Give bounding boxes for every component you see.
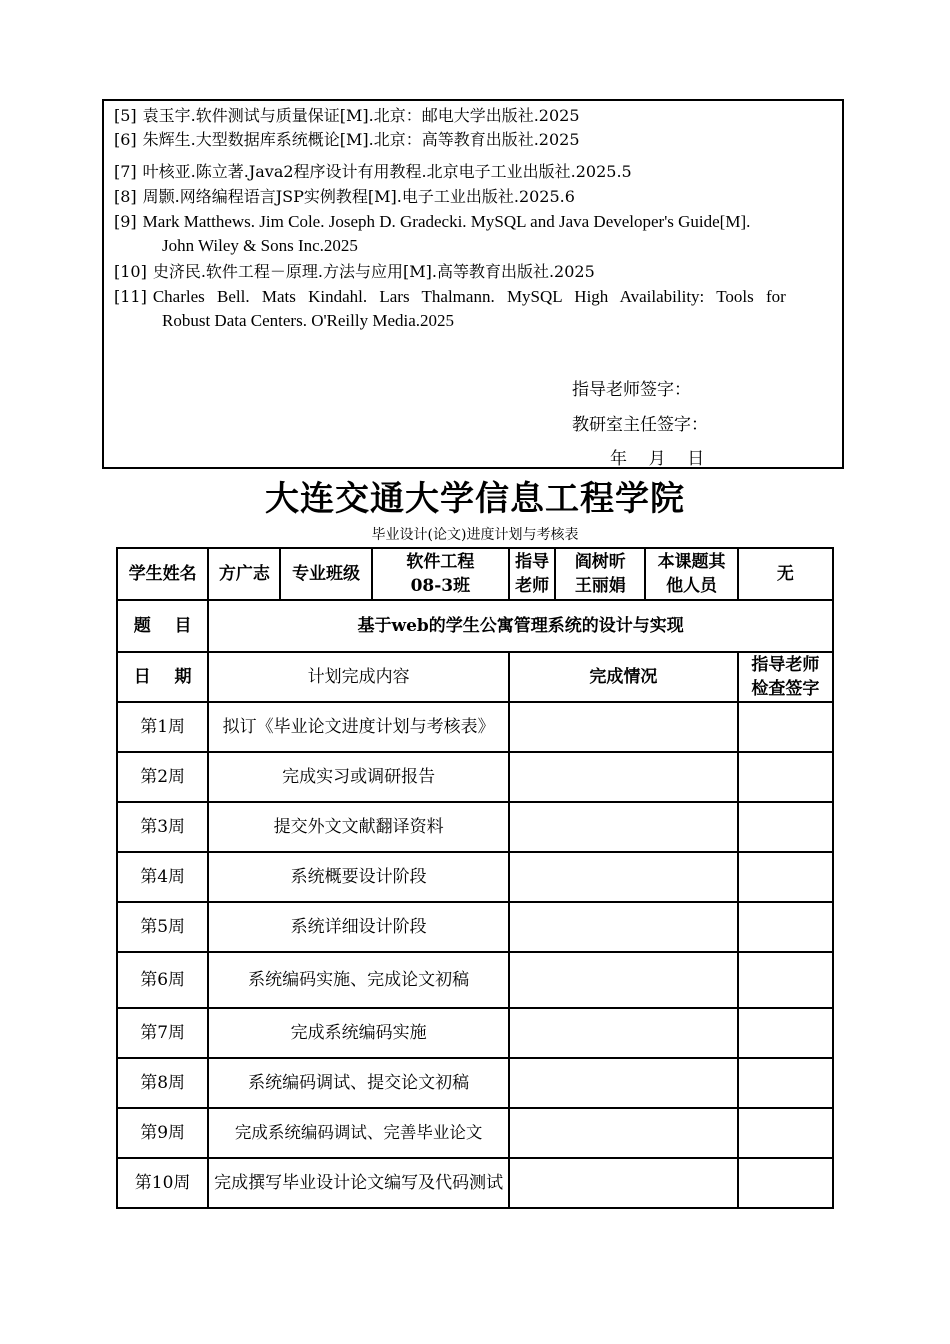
reference-text: 叶核亚.陈立著.Java2程序设计有用教程.北京电子工业出版社.2025.5 (142, 162, 632, 181)
week-signature (738, 952, 833, 1008)
major-value-line1: 软件工程 (406, 552, 475, 572)
reference-item (114, 104, 580, 128)
student-name-value: 方广志 (208, 548, 280, 600)
progress-plan-table (116, 547, 834, 1209)
week-plan: 系统详细设计阶段 (208, 902, 509, 952)
week-signature (738, 1108, 833, 1158)
week-signature (738, 1058, 833, 1108)
institution-title: 大连交通大学信息工程学院 (265, 479, 685, 519)
week-signature (738, 752, 833, 802)
week-plan: 拟订《毕业论文进度计划与考核表》 (208, 702, 509, 752)
director-signature-label: 教研室主任签字： (572, 415, 708, 435)
reference-number: [10] (114, 262, 147, 281)
reference-text-continued: Robust Data Centers. O'Reilly Media.2025 (162, 311, 455, 330)
week-status (509, 952, 738, 1008)
week-signature (738, 1008, 833, 1058)
topic-label: 题 目 (117, 600, 208, 652)
week-label: 第7周 (117, 1008, 208, 1058)
reference-text: 周颢.网络编程语言JSP实例教程[M].电子工业出版社.2025.6 (142, 187, 575, 206)
week-label: 第5周 (117, 902, 208, 952)
student-info-row (117, 548, 833, 600)
reference-number: [8] (114, 187, 137, 206)
reference-item (114, 285, 836, 333)
signature-date-label: 年 月 日 (610, 449, 705, 469)
week-status (509, 852, 738, 902)
week-status (509, 1058, 738, 1108)
column-header-row (117, 652, 833, 702)
reference-text: Charles Bell. Mats Kindahl. Lars Thalmann. MySQL High Availability: Tools for (152, 287, 786, 306)
week-row (117, 752, 833, 802)
week-row (117, 902, 833, 952)
reference-text: 朱辉生.大型数据库系统概论[M].北京：高等教育出版社.2025 (142, 130, 580, 149)
week-label: 第8周 (117, 1058, 208, 1108)
advisor-label-line1: 指导 (515, 552, 550, 572)
date-column-header: 日 期 (117, 652, 208, 702)
reference-number: [7] (114, 162, 137, 181)
week-label: 第6周 (117, 952, 208, 1008)
status-column-header: 完成情况 (509, 652, 738, 702)
major-value-line2: 08-3班 (410, 576, 471, 596)
advisor-name-1: 阎树昕 (574, 552, 626, 572)
plan-column-header: 计划完成内容 (208, 652, 509, 702)
major-class-label: 专业班级 (280, 548, 371, 600)
other-members-label-line2: 他人员 (666, 576, 718, 596)
week-plan: 系统编码调试、提交论文初稿 (208, 1058, 509, 1108)
week-row (117, 802, 833, 852)
week-row (117, 952, 833, 1008)
week-signature (738, 702, 833, 752)
week-status (509, 1008, 738, 1058)
reference-item (114, 210, 836, 258)
advisor-label-line2: 老师 (515, 576, 550, 596)
reference-number: [11] (114, 287, 147, 306)
advisor-signature-label: 指导老师签字： (572, 380, 691, 400)
reference-text: 袁玉宇.软件测试与质量保证[M].北京：邮电大学出版社.2025 (142, 106, 580, 125)
week-plan: 系统编码实施、完成论文初稿 (208, 952, 509, 1008)
topic-row (117, 600, 833, 652)
other-members-label (645, 548, 737, 600)
week-label: 第2周 (117, 752, 208, 802)
week-status (509, 802, 738, 852)
week-row (117, 1108, 833, 1158)
week-label: 第3周 (117, 802, 208, 852)
advisor-names (555, 548, 645, 600)
week-status (509, 702, 738, 752)
reference-text-continued: John Wiley & Sons Inc.2025 (162, 236, 358, 255)
reference-number: [9] (114, 212, 137, 231)
week-row (117, 702, 833, 752)
week-status (509, 902, 738, 952)
week-signature (738, 802, 833, 852)
reference-item (114, 160, 632, 184)
week-label: 第1周 (117, 702, 208, 752)
reference-item (114, 260, 595, 284)
week-label: 第10周 (117, 1158, 208, 1208)
check-header-line1: 指导老师 (751, 655, 820, 675)
week-row (117, 1008, 833, 1058)
advisor-name-2: 王丽娟 (574, 576, 626, 596)
week-plan: 完成实习或调研报告 (208, 752, 509, 802)
reference-item (114, 128, 580, 152)
reference-item (114, 185, 575, 209)
advisor-label (509, 548, 555, 600)
check-header-line2: 检查签字 (751, 679, 820, 699)
other-members-label-line1: 本课题其 (657, 552, 726, 572)
week-signature (738, 1158, 833, 1208)
week-label: 第4周 (117, 852, 208, 902)
reference-number: [6] (114, 130, 137, 149)
check-signature-column-header (738, 652, 833, 702)
references-box (102, 99, 844, 469)
week-plan: 完成系统编码调试、完善毕业论文 (208, 1108, 509, 1158)
week-plan: 完成撰写毕业设计论文编写及代码测试 (208, 1158, 509, 1208)
week-label: 第9周 (117, 1108, 208, 1158)
week-status (509, 1158, 738, 1208)
reference-text: 史济民.软件工程－原理.方法与应用[M].高等教育出版社.2025 (152, 262, 595, 281)
week-plan: 系统概要设计阶段 (208, 852, 509, 902)
other-members-value: 无 (738, 548, 833, 600)
week-plan: 完成系统编码实施 (208, 1008, 509, 1058)
week-status (509, 752, 738, 802)
week-row (117, 1158, 833, 1208)
week-row (117, 1058, 833, 1108)
reference-number: [5] (114, 106, 137, 125)
week-status (509, 1108, 738, 1158)
week-row (117, 852, 833, 902)
major-class-value (372, 548, 509, 600)
week-signature (738, 852, 833, 902)
form-subtitle: 毕业设计(论文)进度计划与考核表 (371, 527, 579, 543)
week-plan: 提交外文文献翻译资料 (208, 802, 509, 852)
week-signature (738, 902, 833, 952)
student-name-label: 学生姓名 (117, 548, 208, 600)
reference-text: Mark Matthews. Jim Cole. Joseph D. Gradecki. MySQL and Java Developer's Guide[M]. (142, 212, 751, 231)
topic-value: 基于web的学生公寓管理系统的设计与实现 (208, 600, 833, 652)
